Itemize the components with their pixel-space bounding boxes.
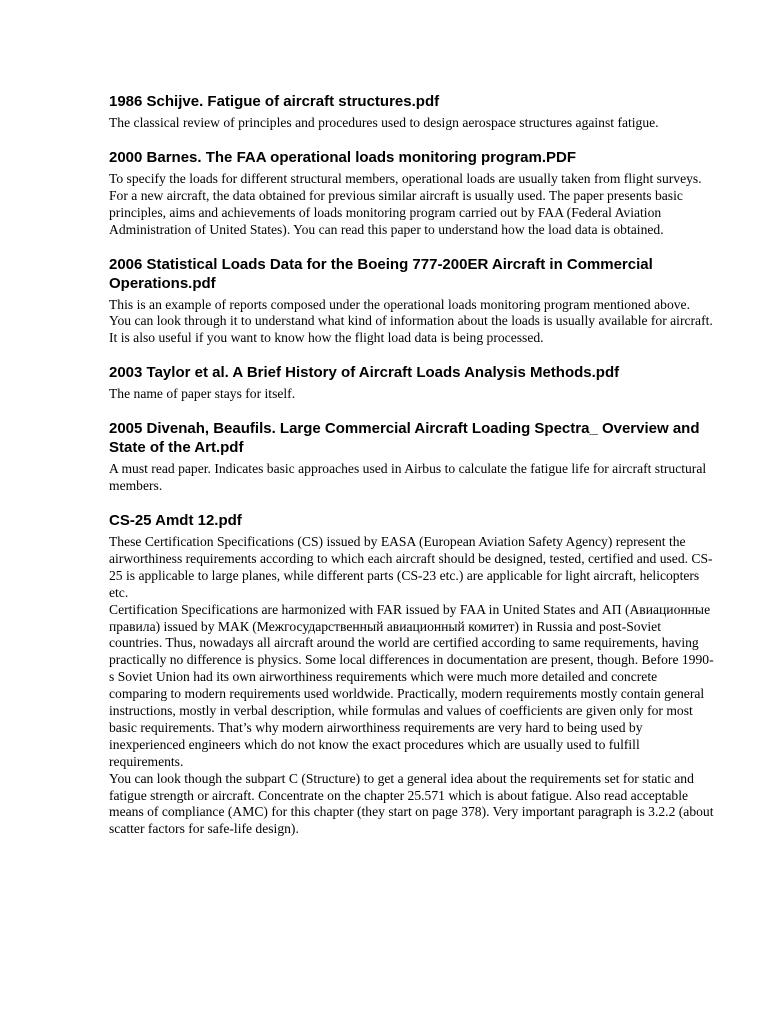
entry-title: CS-25 Amdt 12.pdf bbox=[109, 511, 242, 529]
entry-description: The classical review of principles and procedures used to design aerospace structures against fatigue. bbox=[109, 115, 659, 130]
entry-title: 2005 Divenah, Beaufils. Large Commercial Aircraft Loading Spectra_ Overview and State of the Art.pdf bbox=[109, 420, 700, 457]
entry-description: These Certification Specifications (CS) issued by EASA (European Aviation Safety Agency) represent the airworthiness requirements according to which each aircraft should be designed, tested, certified and used. CS-25 is applicable to large planes, while different parts (CS-23 etc.) are applicable for light aircraft, helicopters etc. bbox=[109, 533, 713, 600]
entry-barnes bbox=[109, 148, 714, 239]
entry-divenah bbox=[109, 419, 714, 495]
entry-taylor bbox=[109, 363, 714, 403]
entry-title: 2003 Taylor et al. A Brief History of Aircraft Loads Analysis Methods.pdf bbox=[109, 364, 620, 382]
entry-description: Certification Specifications are harmonized with FAR issued by FAA in United States and АП (Авиационные правила) issued by МАК (Межгосударственный авиационный комитет) in Russia and post-Soviet countries. Thus, nowadays all aircraft around the world are certified according to same requirements, having practically no difference is physics. Some local differences in documentation are present, though. Before 1990-s Soviet Union had its own airworthiness requirements which were much more detailed and concrete comparing to modern requirements used worldwide. Practically, modern requirements mostly contain general instructions, mostly in verbal description, while formulas and values of coefficients are given only for most basic requirements. That’s why modern airworthiness requirements are very hard to being used by inexperienced engineers which do not know the exact procedures which are usually used to fulfill requirements. bbox=[109, 601, 714, 769]
entry-description: A must read paper. Indicates basic approaches used in Airbus to calculate the fatigue life for aircraft structural members. bbox=[109, 461, 707, 494]
entry-description: You can look though the subpart C (Structure) to get a general idea about the requirements set for static and fatigue strength or aircraft. Concentrate on the chapter 25.571 which is about fatigue. Also read acceptable means of compliance (AMC) for this chapter (they start on page 378). Very important paragraph is 3.2.2 (about scatter factors for safe-life design). bbox=[109, 770, 714, 837]
entry-boeing-777 bbox=[109, 255, 714, 348]
document-page bbox=[109, 92, 714, 854]
entry-title: 2006 Statistical Loads Data for the Boeing 777-200ER Aircraft in Commercial Operations.pdf bbox=[109, 255, 653, 292]
entry-title: 2000 Barnes. The FAA operational loads monitoring program.PDF bbox=[109, 148, 577, 166]
entry-description: This is an example of reports composed under the operational loads monitoring program mentioned above. You can look through it to understand what kind of information about the loads is usually available for aircraft. It is also useful if you want to know how the flight load data is being processed. bbox=[109, 296, 713, 346]
entry-description: The name of paper stays for itself. bbox=[109, 386, 296, 402]
entry-title: 1986 Schijve. Fatigue of aircraft structures.pdf bbox=[109, 93, 440, 110]
entry-cs25 bbox=[109, 511, 714, 838]
entry-description: To specify the loads for different structural members, operational loads are usually taken from flight surveys. For a new aircraft, the data obtained for previous similar aircraft is usually used. The paper presents basic principles, aims and achievements of loads monitoring program carried out by FAA (Federal Aviation Administration of United States). You can read this paper to understand how the load data is obtained. bbox=[109, 170, 702, 237]
entry-schijve bbox=[109, 92, 714, 132]
